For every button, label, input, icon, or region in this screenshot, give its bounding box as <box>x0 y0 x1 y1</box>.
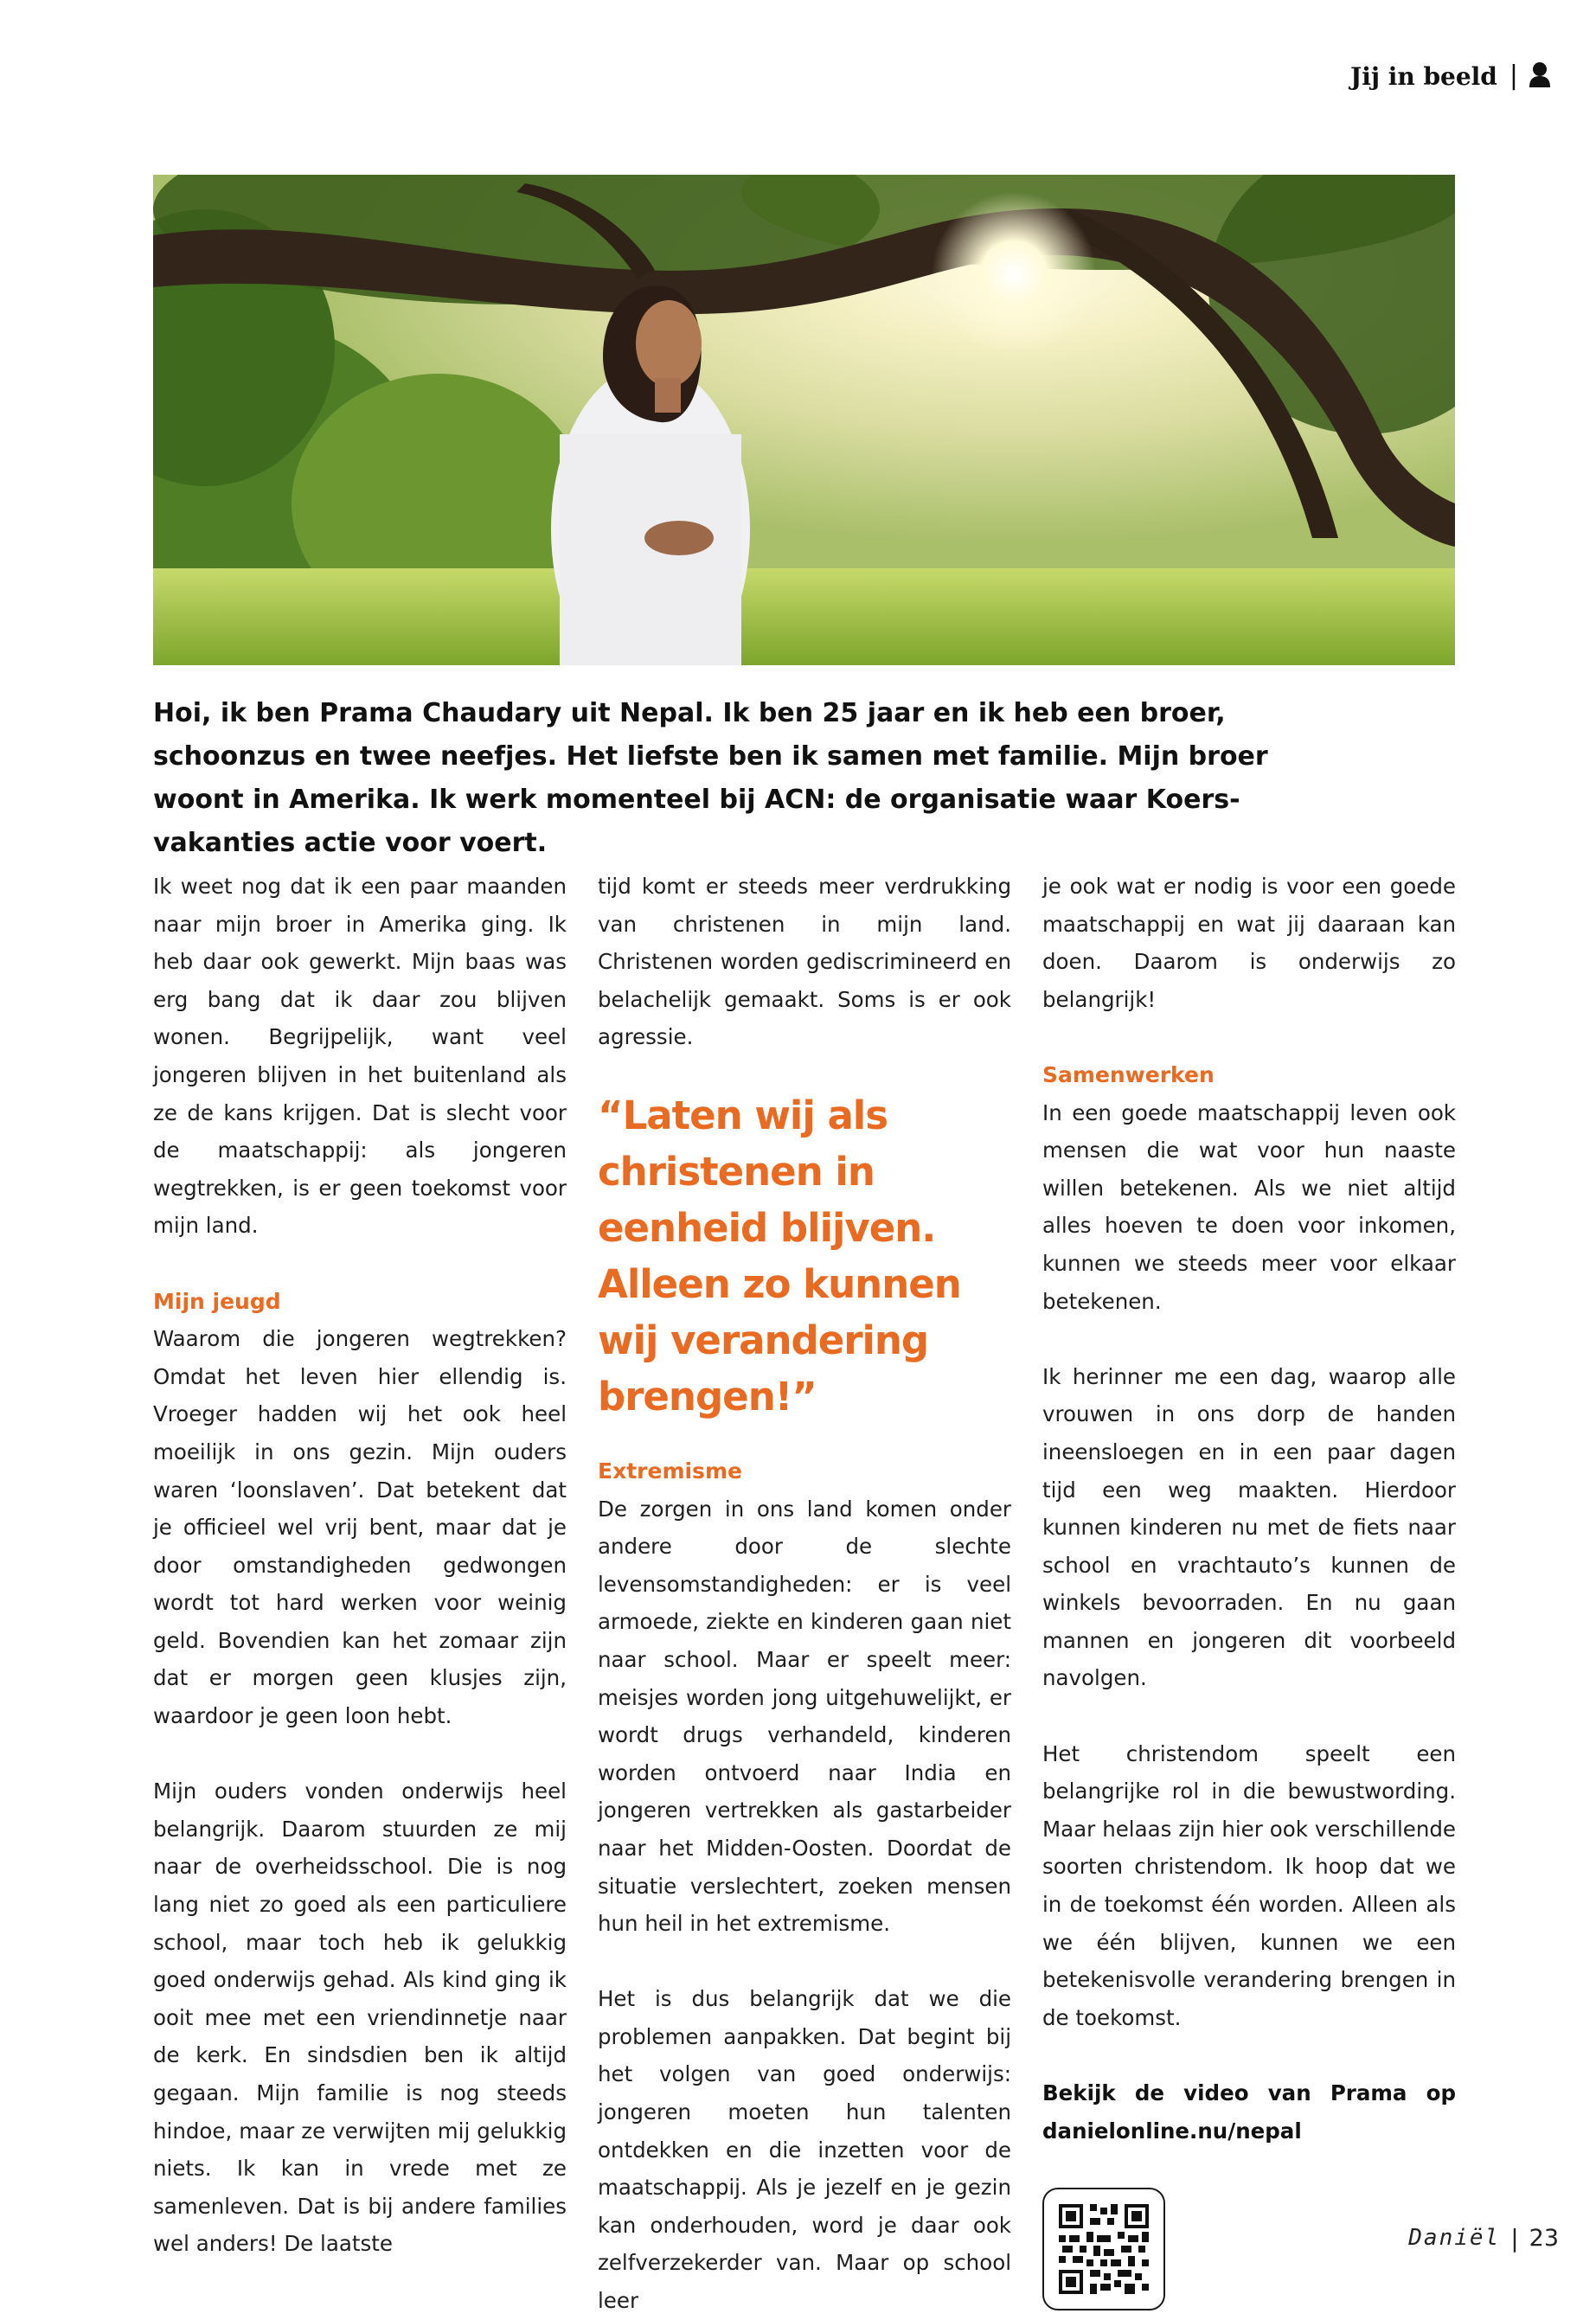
page-number: 23 <box>1529 2224 1559 2252</box>
intro-lead: Hoi, ik ben Prama Chaudary uit Nepal. Ik ben 25 jaar en ik heb een broer, schoonzus en twee neefjes. Het liefste ben ik samen met familie. Mijn broer woont in Amerika. Ik werk momenteel bij ACN: de organisatie waar Koers-vakanties actie voor voert. <box>153 698 1268 858</box>
subheading-samenwerken: Samenwerken <box>1042 1061 1215 1087</box>
magazine-name: Daniël <box>1408 2225 1501 2251</box>
header-separator: | <box>1509 61 1518 91</box>
paragraph: In een goede maatschappij leven ook mensen die wat voor hun naaste willen betekenen. Als we niet altijd alles hoeven te doen voor inkomen, kunnen we steeds meer voor elkaar betekenen. <box>1042 1099 1456 1314</box>
footer-separator: | <box>1510 2223 1519 2253</box>
page-footer <box>1408 2223 1559 2253</box>
paragraph: je ook wat er nodig is voor een goede maatschappij en wat jij daaraan kan doen. Daarom is onderwijs zo belangrijk! <box>1042 874 1456 1012</box>
hero-photo <box>153 175 1455 665</box>
article-column-3 <box>1042 868 1456 2310</box>
paragraph: Ik herinner me een dag, waarop alle vrouwen in ons dorp de handen ineensloegen en in een paar dagen tijd een weg maakten. Hierdoor kunnen kinderen nu met de fiets naar school en vrachtauto’s kunnen de winkels bevoorraden. En nu gaan mannen en jongeren dit voorbeeld navolgen. <box>1042 1363 1456 1691</box>
paragraph: Ik weet nog dat ik een paar maanden naar mijn broer in Amerika ging. Ik heb daar ook gewerkt. Mijn baas was erg bang dat ik daar zou blijven wonen. Begrijpelijk, want veel jongeren blijven in het buitenland als ze de kans krijgen. Dat is slecht voor de maatschappij: als jongeren wegtrekken, is er geen toekomst voor mijn land. <box>153 874 567 1239</box>
video-link-callout[interactable]: Bekijk de video van Prama op danielonline.nu/nepal <box>1042 2080 1456 2144</box>
paragraph: De zorgen in ons land komen onder andere door de slechte levensomstandigheden: er is veel armoede, ziekte en kinderen gaan niet naar school. Maar er speelt meer: meisjes worden jong uitgehuwelijkt, er wordt drugs verhandeld, kinderen worden ontvoerd naar India en jongeren vertrekken als gastarbeider naar het Midden-Oosten. Doordat de situatie verslechtert, zoeken mensen hun heil in het extremisme. <box>598 1496 1011 1937</box>
article-column-2 <box>598 868 1011 2320</box>
paragraph: Mijn ouders vonden onderwijs heel belangrijk. Daarom stuurden ze mij naar de overheidsschool. Die is nog lang niet zo goed als een particuliere school, maar toch heb ik gelukkig goed onderwijs gehad. Als kind ging ik ooit mee met een vriendinnetje naar de kerk. En sindsdien ben ik altijd gegaan. Mijn familie is nog steeds hindoe, maar ze verwijten mij gelukkig niets. Ik kan in vrede met ze samenleven. Dat is bij andere families wel anders! De laatste <box>153 1778 567 2257</box>
paragraph: tijd komt er steeds meer verdrukking van christenen in mijn land. Christenen worden gediscrimineerd en belachelijk gemaakt. Soms is er ook agressie. <box>598 874 1011 1050</box>
paragraph: Waarom die jongeren wegtrekken? Omdat het leven hier ellendig is. Vroeger hadden wij het ook heel moeilijk in ons gezin. Mijn ouders waren ‘loonslaven’. Dat betekent dat je officieel wel vrij bent, maar dat je door omstandigheden gedwongen wordt tot hard werken voor weinig geld. Bovendien kan het zomaar zijn dat er morgen geen klusjes zijn, waardoor je geen loon hebt. <box>153 1326 567 1729</box>
section-title: Jij in beeld <box>1349 61 1497 91</box>
article-column-1 <box>153 868 567 2263</box>
subheading-mijn-jeugd: Mijn jeugd <box>153 1288 281 1314</box>
photo-woman-under-tree <box>153 175 1455 665</box>
subheading-extremisme: Extremisme <box>598 1458 742 1484</box>
paragraph: Het is dus belangrijk dat we die problemen aanpakken. Dat begint bij het volgen van goed onderwijs: jongeren moeten hun talenten ontdekken en die inzetten voor de maatschappij. Als je jezelf en je gezin kan onderhouden, word je daar ook zelfverzekerder van. Maar op school leer <box>598 1986 1011 2314</box>
person-icon <box>1529 61 1551 91</box>
qr-code-frame[interactable] <box>1042 2188 1165 2310</box>
pull-quote: “Laten wij als christenen in eenheid blijven. Alleen zo kunnen wij verandering brengen!” <box>598 1092 961 1420</box>
qr-code-icon <box>1059 2204 1149 2294</box>
page-header <box>1350 59 1551 93</box>
paragraph: Het christendom speelt een belangrijke rol in die bewustwording. Maar helaas zijn hier ook verschillende soorten christendom. Ik hoop dat we in de toekomst één worden. Alleen als we één blijven, kunnen we een betekenisvolle verandering brengen in de toekomst. <box>1042 1740 1456 2030</box>
